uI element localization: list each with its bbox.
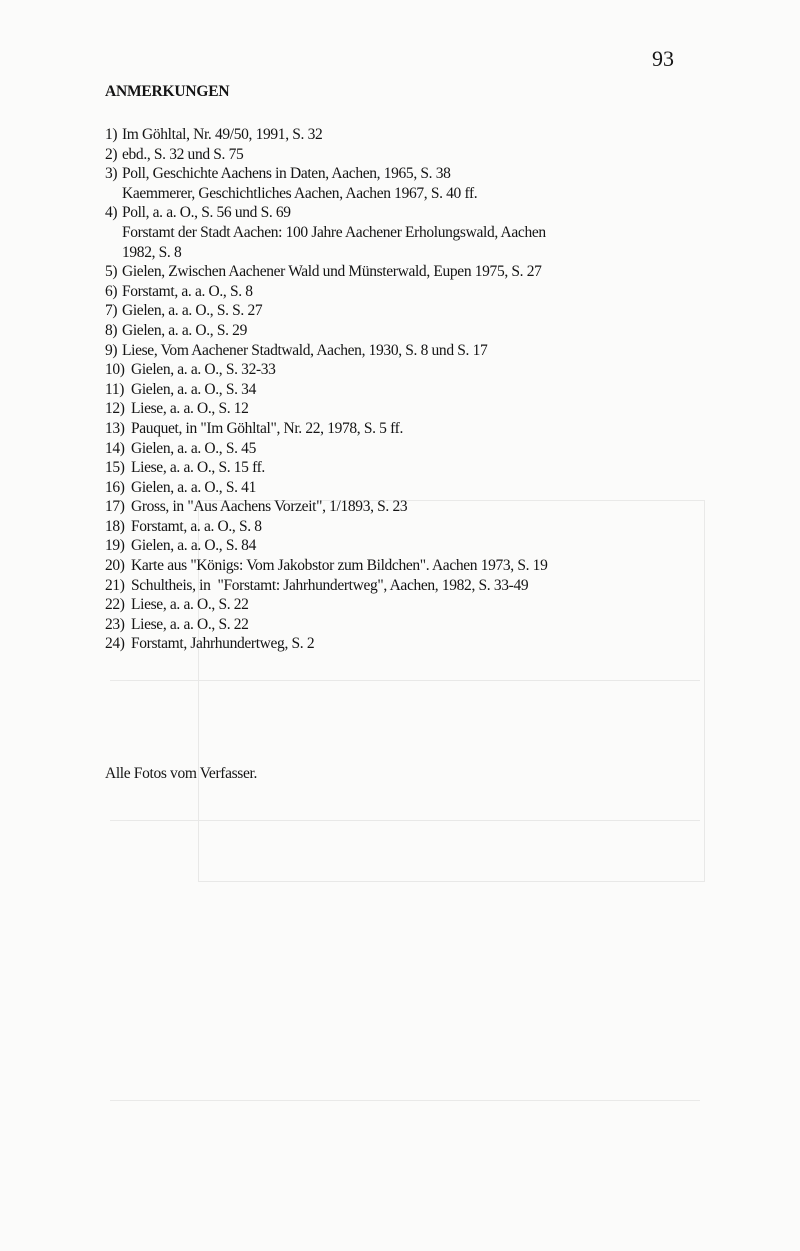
note-continuation: Kaemmerer, Geschichtliches Aachen, Aachen 1967, S. 40 ff. [122,184,478,202]
note-item [105,301,547,321]
note-text: Gielen, a. a. O., S. 32-33 [131,361,276,379]
note-number: 10) [105,361,125,379]
note-item [105,615,547,635]
note-item [105,164,547,203]
note-number: 24) [105,635,125,653]
note-item [105,478,547,498]
note-text: Forstamt, a. a. O., S. 8 [131,517,262,535]
note-number: 6) [105,282,118,300]
note-item [105,536,547,556]
note-item [105,282,547,302]
note-number: 19) [105,537,125,555]
note-text: Gielen, a. a. O., S. S. 27 [122,302,263,320]
note-text: Forstamt, a. a. O., S. 8 [122,282,253,300]
bleed-rule [110,1100,700,1101]
note-item [105,497,547,517]
note-number: 23) [105,615,125,633]
note-text: Gielen, a. a. O., S. 41 [131,478,256,496]
note-text: Gielen, Zwischen Aachener Wald und Münsterwald, Eupen 1975, S. 27 [122,263,542,281]
note-number: 7) [105,302,118,320]
note-text: Liese, a. a. O., S. 22 [131,596,249,614]
note-text: Poll, Geschichte Aachens in Daten, Aachen, 1965, S. 38 [122,165,451,183]
note-text: Gielen, a. a. O., S. 84 [131,537,256,555]
note-number: 3) [105,165,118,183]
note-number: 1) [105,126,118,143]
note-number: 9) [105,341,118,359]
notes-list [105,125,547,654]
note-item [105,125,547,145]
note-number: 17) [105,498,125,516]
note-number: 8) [105,321,118,339]
note-text: Liese, Vom Aachener Stadtwald, Aachen, 1930, S. 8 und S. 17 [122,341,488,359]
note-number: 14) [105,439,125,457]
note-number: 21) [105,576,125,594]
note-item [105,419,547,439]
note-item [105,634,547,654]
note-item [105,145,547,165]
note-number: 15) [105,459,125,477]
note-text: Poll, a. a. O., S. 56 und S. 69 [122,204,291,222]
note-continuation: 1982, S. 8 [122,243,182,261]
note-text: Karte aus "Königs: Vom Jakobstor zum Bildchen". Aachen 1973, S. 19 [131,557,548,575]
note-number: 4) [105,204,118,222]
note-text: Liese, a. a. O., S. 12 [131,400,249,418]
note-number: 2) [105,145,118,163]
note-text: Pauquet, in "Im Göhltal", Nr. 22, 1978, S. 5 ff. [131,419,403,437]
note-item [105,595,547,615]
note-item [105,380,547,400]
note-continuation: Forstamt der Stadt Aachen: 100 Jahre Aachener Erholungswald, Aachen [122,223,546,241]
note-item [105,517,547,537]
note-number: 13) [105,419,125,437]
page-number: 93 [652,46,674,71]
note-item [105,262,547,282]
note-number: 20) [105,557,125,575]
bleed-rule [110,820,700,821]
note-number: 16) [105,478,125,496]
note-item [105,341,547,361]
note-text: Gielen, a. a. O., S. 34 [131,380,256,398]
note-item [105,360,547,380]
note-item [105,321,547,341]
notes-heading: ANMERKUNGEN [105,83,230,100]
note-item [105,458,547,478]
note-number: 18) [105,517,125,535]
note-text: Liese, a. a. O., S. 15 ff. [131,459,265,477]
note-number: 11) [105,380,125,398]
photo-credit: Alle Fotos vom Verfasser. [105,765,257,782]
note-number: 22) [105,596,125,614]
note-text: Gielen, a. a. O., S. 45 [131,439,256,457]
note-text: Liese, a. a. O., S. 22 [131,615,249,633]
note-item [105,203,547,262]
note-item [105,576,547,596]
note-text: Im Göhltal, Nr. 49/50, 1991, S. 32 [122,126,323,143]
note-text: Gielen, a. a. O., S. 29 [122,321,247,339]
note-item [105,399,547,419]
note-item [105,556,547,576]
note-text: Gross, in "Aus Aachens Vorzeit", 1/1893, S. 23 [131,498,408,516]
note-item [105,439,547,459]
note-text: Schultheis, in "Forstamt: Jahrhundertweg", Aachen, 1982, S. 33-49 [131,576,529,594]
note-number: 12) [105,400,125,418]
note-number: 5) [105,263,118,281]
bleed-rule [110,680,700,681]
note-text: Forstamt, Jahrhundertweg, S. 2 [131,635,315,653]
note-text: ebd., S. 32 und S. 75 [122,145,244,163]
